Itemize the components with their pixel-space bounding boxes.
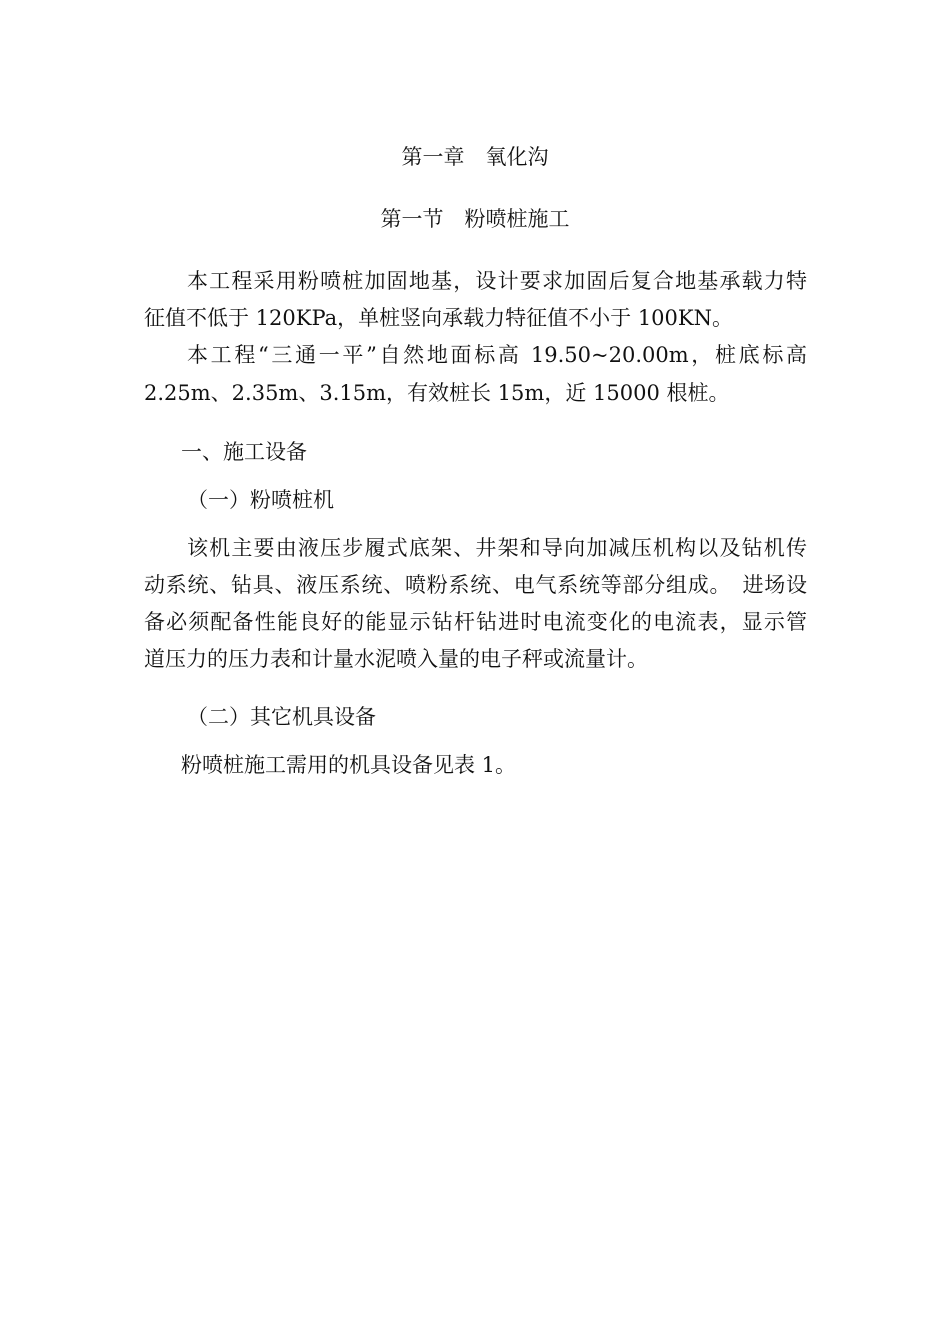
paragraph-2-line-2: 2.25m、2.35m、3.15m，有效桩长 15m，近 15000 根桩。	[144, 381, 730, 405]
subheading-other-equipment: （二）其它机具设备	[187, 705, 376, 729]
paragraph-3-line-2: 动系统、钻具、液压系统、喷粉系统、电气系统等部分组成。 进场设	[144, 573, 807, 597]
paragraph-1-line-2: 征值不低于 120KPa，单桩竖向承载力特征值不小于 100KN。	[144, 306, 733, 330]
paragraph-2-line-1: 本工程“三通一平”自然地面标高 19.50~20.00m，桩底标高	[187, 343, 807, 367]
section-title: 第一节 粉喷桩施工	[380, 207, 570, 231]
paragraph-3-line-1: 该机主要由液压步履式底架、井架和导向加减压机构以及钻机传	[187, 536, 807, 560]
section-heading-equipment: 一、施工设备	[181, 440, 307, 464]
paragraph-3-line-4: 道压力的压力表和计量水泥喷入量的电子秤或流量计。	[144, 647, 648, 671]
paragraph-1-line-1: 本工程采用粉喷桩加固地基，设计要求加固后复合地基承载力特	[187, 269, 807, 293]
paragraph-4: 粉喷桩施工需用的机具设备见表 1。	[181, 753, 517, 777]
subheading-powder-pile-machine: （一）粉喷桩机	[187, 488, 334, 512]
chapter-title: 第一章 氧化沟	[401, 145, 549, 169]
paragraph-3-line-3: 备必须配备性能良好的能显示钻杆钻进时电流变化的电流表，显示管	[144, 610, 807, 634]
